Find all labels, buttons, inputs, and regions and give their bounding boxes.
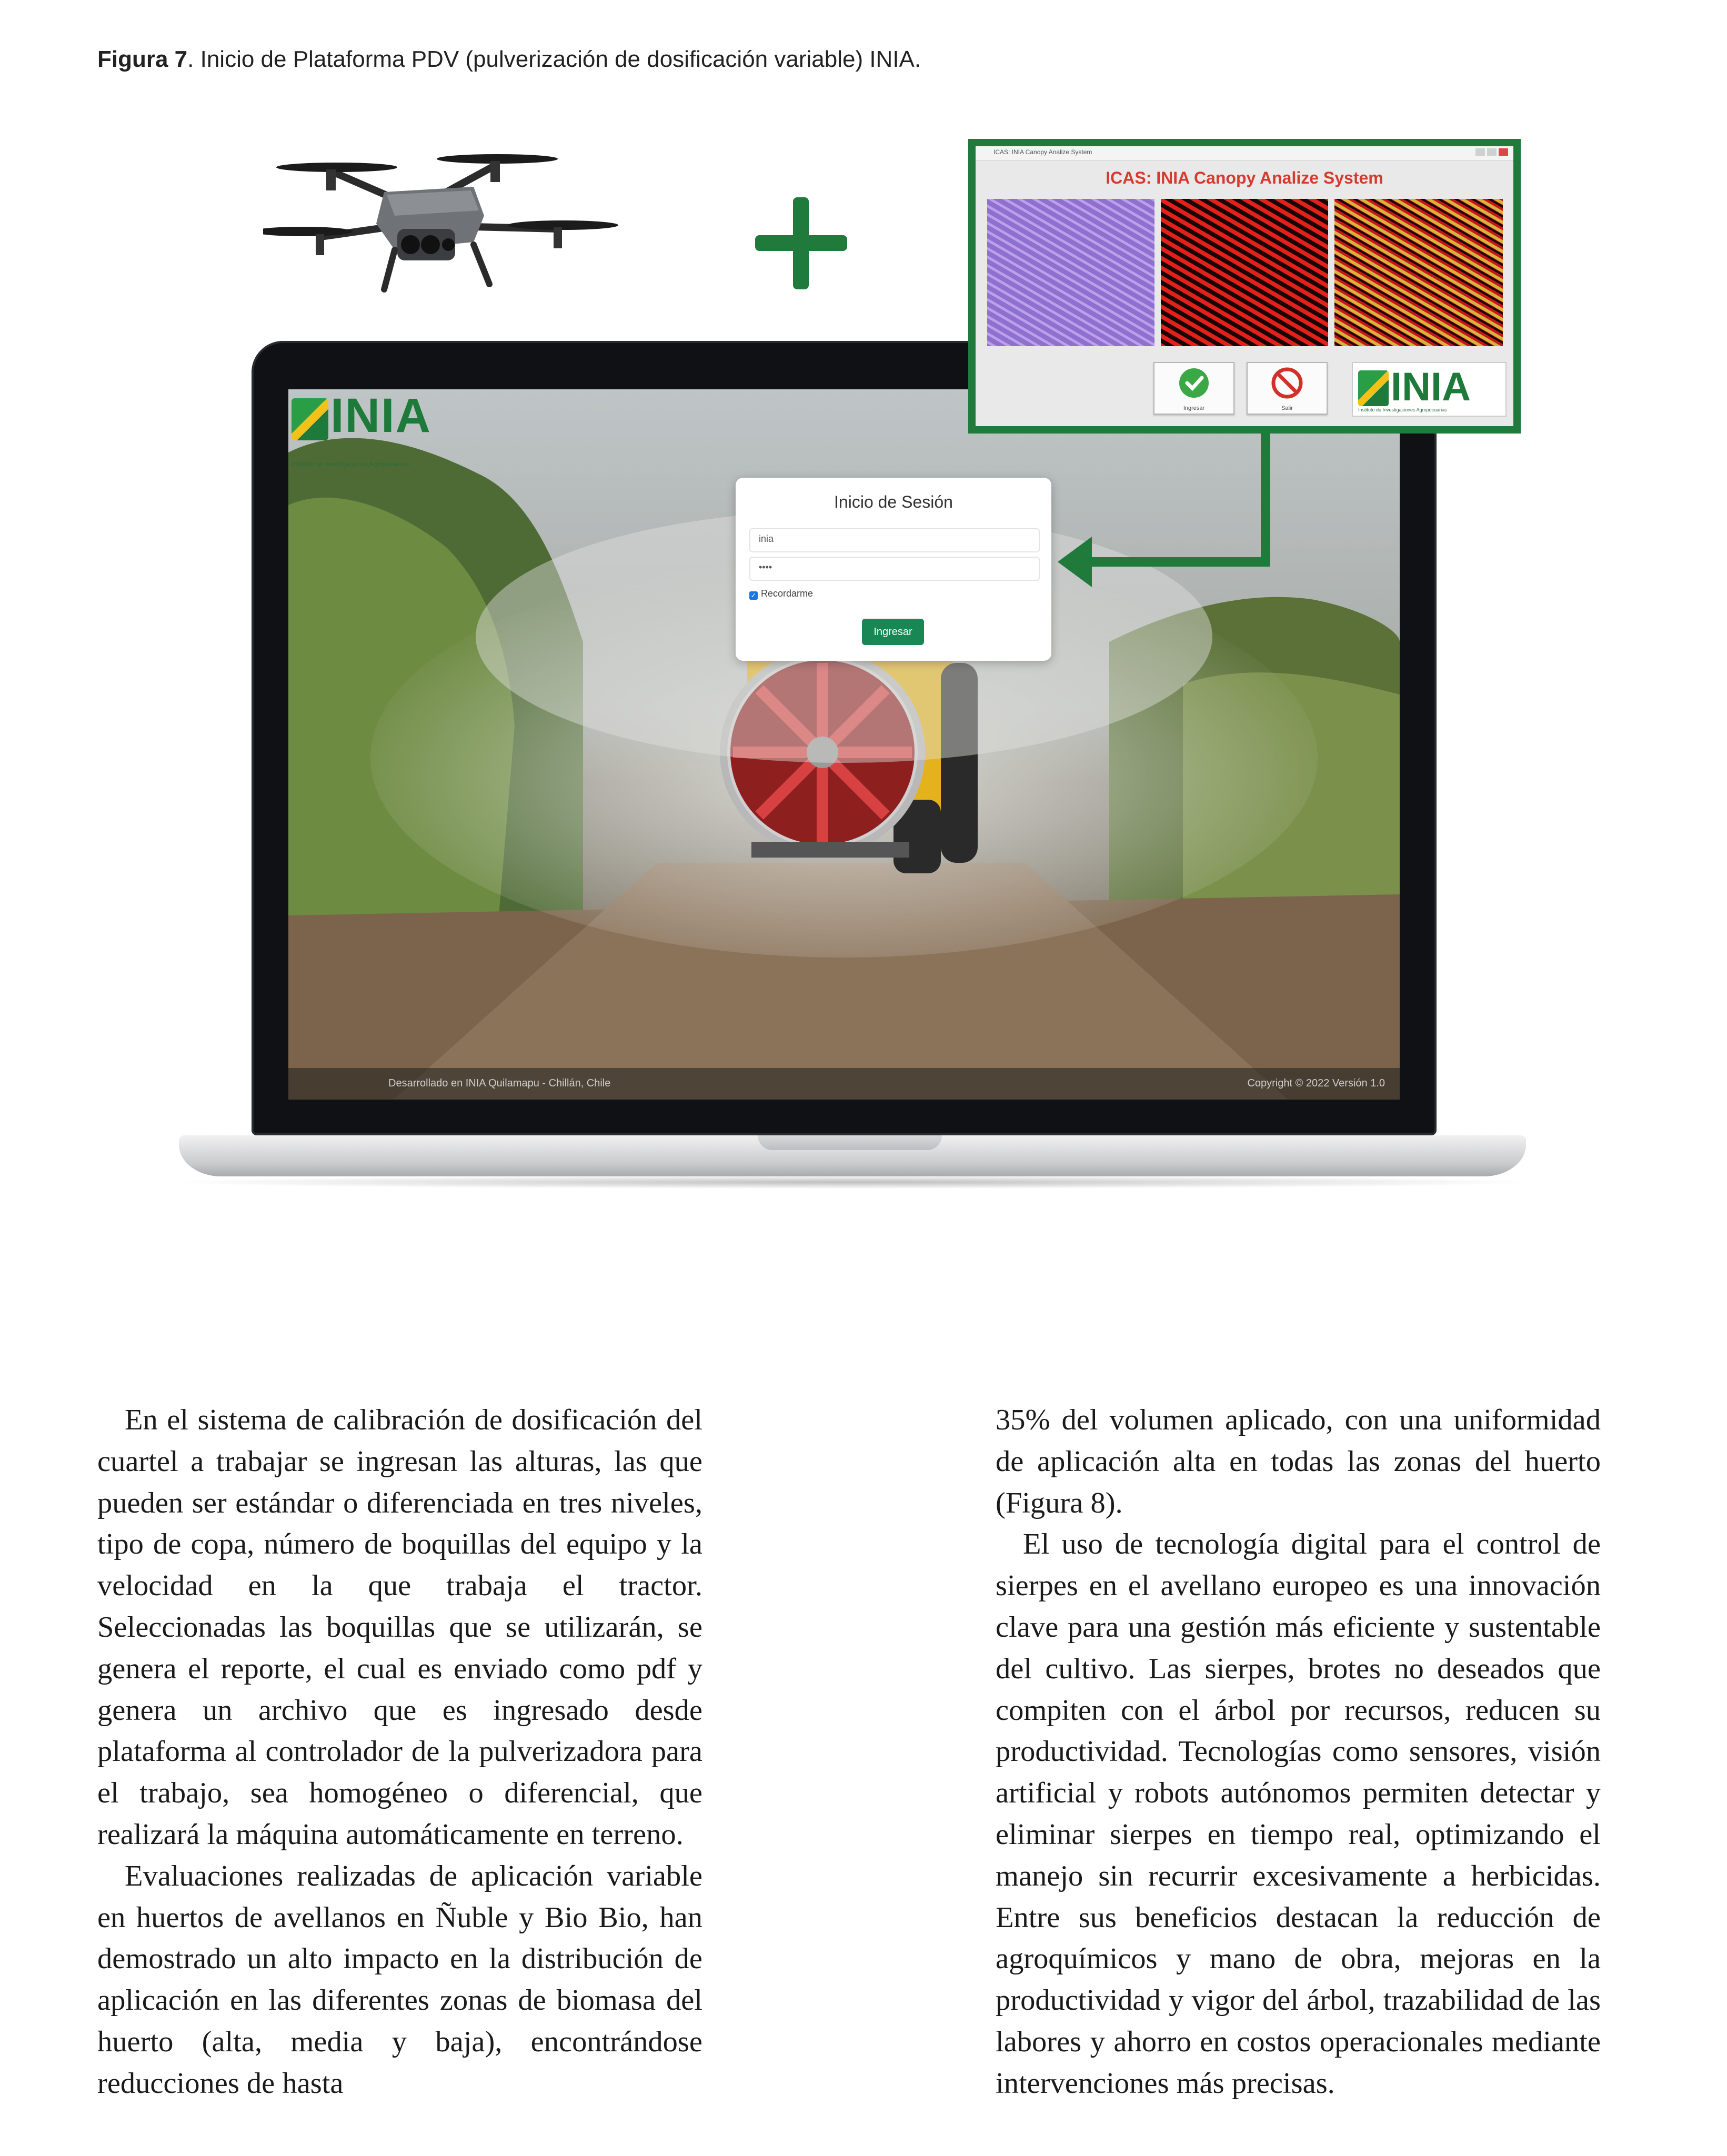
canopy-image-original (987, 199, 1154, 346)
canopy-image-classified (1334, 199, 1503, 346)
icas-ingresar-button[interactable] (1153, 362, 1234, 415)
maximize-icon[interactable] (1487, 148, 1497, 156)
icas-inia-logo-mark (1358, 370, 1389, 406)
icas-salir-button[interactable] (1247, 362, 1328, 415)
plus-icon (755, 197, 847, 289)
icas-inia-logo (1352, 362, 1507, 417)
checkbox-checked-icon: ✓ (749, 591, 758, 600)
check-icon (1154, 363, 1233, 405)
close-icon[interactable] (1499, 148, 1508, 156)
password-value: •••• (759, 562, 772, 572)
paragraph: Evaluaciones realizadas de aplicación variable en huertos de avellanos en Ñuble y Bio Bio, han demostrado un alto impacto en la distribución de aplicación en las diferentes zonas de biomasa del huerto (alta, media y baja), encontrándose reducciones de hasta (97, 1859, 702, 2100)
paragraph: 35% del volumen aplicado, con una uniformidad de aplicación alta en todas las zonas del huerto (Figura 8). (996, 1404, 1601, 1519)
drone-image (263, 137, 621, 300)
icas-ingresar-label: Ingresar (1183, 405, 1205, 411)
footer-developed-by: Desarrollado en INIA Quilamapu - Chillán, Chile (388, 1077, 611, 1089)
window-controls (1473, 148, 1510, 157)
login-title: Inicio de Sesión (834, 492, 953, 511)
inia-logo-text: INIA (330, 389, 431, 442)
figure-caption-text: . Inicio de Plataforma PDV (pulverización de dosificación variable) INIA. (187, 46, 921, 72)
password-input[interactable] (749, 557, 1040, 581)
no-entry-icon (1248, 363, 1327, 405)
footer-copyright: Copyright © 2022 Versión 1.0 (1247, 1077, 1385, 1089)
minimize-icon[interactable] (1475, 148, 1485, 156)
canopy-image-segmented (1161, 199, 1328, 346)
laptop-notch (758, 1135, 942, 1150)
screen-footer (288, 1068, 1400, 1100)
paragraph: El uso de tecnología digital para el control de sierpes en el avellano europeo es una innovación clave para una gestión más eficiente y sustentable del cultivo. Las sierpes, brotes no deseados que compiten con el árbol por recursos, reducen su productividad. Tecnologías como sensores, visión artificial y robots autónomos permiten detectar y eliminar sierpes en tiempo real, optimizando el manejo sin recurrir excesivamente a herbicidas. Entre sus beneficios destacan la reducción de agroquímicos y mano de obra, mejoras en la productividad y vigor del árbol, trazabilidad de las labores y ahorro en costos operacionales mediante intervenciones más precisas. (996, 1528, 1601, 2100)
paragraph: En el sistema de calibración de dosificación del cuartel a trabajar se ingresan las alturas, las que pueden ser estándar o diferenciada en tres niveles, tipo de copa, número de boquillas del equipo y la velocidad en la que trabaja el tractor. Seleccionadas las boquillas que se utilizarán, se genera el reporte, el cual es enviado como pdf y genera un archivo que es ingresado desde plataforma al controlador de la pulverizadora para el trabajo, sea homogéneo o diferencial, que realizará la máquina automáticamente en terreno. (97, 1404, 702, 1851)
canopy-analysis-images (987, 199, 1503, 346)
remember-checkbox[interactable] (749, 588, 813, 600)
icas-inia-logo-subtitle: Instituto de Investigaciones Agropecuarias (1358, 407, 1447, 412)
icas-app-window (968, 139, 1521, 434)
login-submit-button[interactable]: Ingresar (862, 619, 924, 645)
icas-titlebar (976, 146, 1513, 160)
login-panel (736, 478, 1051, 661)
laptop-screen (288, 389, 1400, 1100)
remember-label: Recordarme (761, 588, 814, 599)
username-value: inia (759, 533, 774, 544)
laptop-shadow (158, 1175, 1547, 1189)
inia-logo-subtitle: Instituto de Investigaciones Agropecuarias (292, 460, 410, 468)
inia-logo (292, 389, 449, 468)
username-input[interactable] (749, 528, 1040, 552)
figure-label: Figura 7 (97, 46, 188, 72)
icas-window-title: ICAS: INIA Canopy Analize System (993, 148, 1092, 156)
body-column-left (97, 1399, 702, 2104)
inia-logo-mark (292, 398, 328, 440)
icas-heading: ICAS: INIA Canopy Analize System (1106, 168, 1383, 187)
icas-salir-label: Salir (1281, 405, 1293, 411)
body-column-right (996, 1399, 1601, 2104)
icas-inia-logo-text: INIA (1391, 365, 1471, 409)
